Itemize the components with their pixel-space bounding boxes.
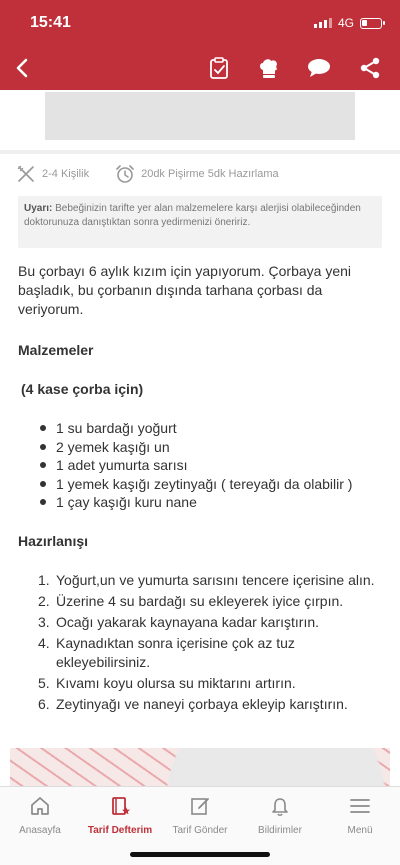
status-indicators [314,16,382,30]
tab-label: Menü [347,825,373,836]
chef-button[interactable] [255,54,283,82]
recipe-intro: Bu çorbayı 6 aylık kızım için yapıyorum. Çorbaya yeni başladık, bu çorbanın dışında tarhana çorbası da veriyorum. [18,263,352,317]
step-text: Ocağı yakarak kaynayana kadar karıştırın. [56,613,320,630]
steps-title: Hazırlanışı [18,532,89,549]
list-item: 1 yemek kaşığı zeytinyağı ( tereyağı da olabilir ) [18,475,384,494]
time-text: 20dk Pişirme 5dk Hazırlama [141,168,279,180]
step-item [18,634,384,672]
ingredients-list [18,419,384,512]
tab-home[interactable] [0,793,80,836]
tab-send-recipe[interactable] [160,793,240,836]
steps-list [18,571,384,714]
tab-label: Bildirimler [258,825,302,836]
back-button[interactable] [8,54,36,82]
tab-menu[interactable] [320,793,400,836]
tab-label: Tarif Defterim [87,825,153,836]
allergy-warning [18,196,382,248]
chef-hat-icon [258,57,280,79]
chevron-left-icon [14,58,30,78]
list-item: 2 yemek kaşığı un [18,438,384,457]
list-item: 1 çay kaşığı kuru nane [18,493,384,512]
bell-icon [269,795,291,817]
step-text: Zeytinyağı ve naneyi çorbaya ekleyip karıştırın. [56,695,348,712]
battery-icon [360,18,382,29]
step-item [18,571,384,590]
nav-bar [0,52,400,84]
checklist-icon [209,57,229,79]
share-icon [359,57,381,79]
list-item: 1 adet yumurta sarısı [18,456,384,475]
step-text: Kıvamı koyu olursa su miktarını artırın. [56,674,296,691]
ad-banner[interactable] [45,92,355,140]
step-number: 3. [38,613,50,630]
menu-icon [349,795,371,817]
recipe-content [18,262,384,716]
servings-text: 2-4 Kişilik [42,168,90,180]
chat-bubble-icon [307,58,331,78]
network-label: 4G [337,16,354,30]
signal-icon [314,18,332,28]
tab-recipe-book[interactable] [80,793,160,836]
step-item [18,613,384,632]
step-number: 4. [38,634,50,651]
tab-label: Anasayfa [19,825,61,836]
step-text: Üzerine 4 su bardağı su ekleyerek iyice çırpın. [56,592,344,609]
share-button[interactable] [356,54,384,82]
recipe-book-icon [109,795,131,817]
time-info [115,164,279,184]
tab-notifications[interactable] [240,793,320,836]
step-number: 5. [38,674,50,691]
step-number: 6. [38,695,50,712]
edit-icon [189,795,211,817]
comments-button[interactable] [305,54,333,82]
app-header [0,0,400,90]
step-text: Yoğurt,un ve yumurta sarısını tencere içerisine alın. [56,571,375,588]
home-icon [29,795,51,817]
recipe-meta [16,162,384,186]
step-number: 2. [38,592,50,609]
warning-label: Uyarı: [24,203,53,214]
step-number: 1. [38,571,50,588]
ingredients-subtitle: (4 kase çorba için) [21,381,144,397]
section-divider [0,150,400,154]
status-time: 15:41 [30,14,71,31]
servings-info [16,164,89,184]
home-indicator [130,852,270,857]
step-item [18,674,384,693]
utensils-icon [16,164,36,184]
recipe-photo[interactable] [10,748,390,786]
step-text: Kaynadıktan sonra içerisine çok az tuz ekleyebilirsiniz. [56,634,295,670]
step-item [18,592,384,611]
step-item [18,695,384,714]
ingredients-title: Malzemeler [18,342,94,358]
warning-text: Bebeğinizin tarifte yer alan malzemelere karşı alerjisi olabileceğinden doktorunuza danıştıktan sonra yedirmenizi öneririz. [24,203,361,228]
alarm-clock-icon [115,164,135,184]
list-item: 1 su bardağı yoğurt [18,419,384,438]
checklist-button[interactable] [205,54,233,82]
tab-label: Tarif Gönder [172,825,228,836]
